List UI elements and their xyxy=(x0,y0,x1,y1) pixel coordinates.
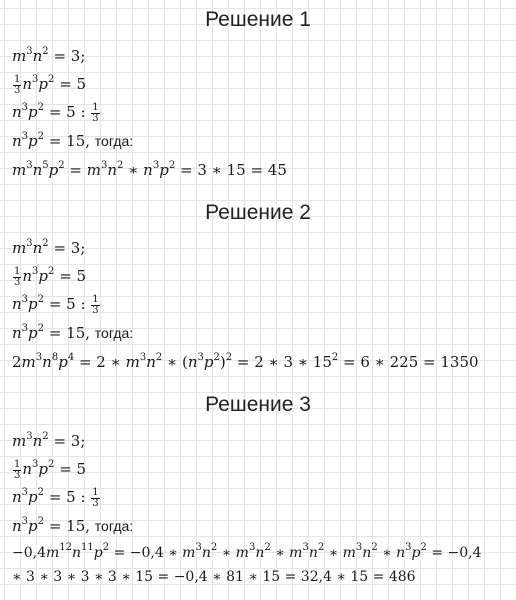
s1-fraction: $\frac{1}{3}$ xyxy=(14,73,21,96)
s1-result: $m^3n^5p^2 = m^3n^2$ ∗ $n^3p^2 = 3$ ∗ 15 = 45 xyxy=(12,160,287,179)
s3-given: $m^3n^2 = 3$; xyxy=(12,431,86,450)
solution-2-title: Решение 2 xyxy=(205,201,311,224)
s3-line3: $n^3p^2 = 5$ : $\frac{1}{3}$ xyxy=(12,486,99,509)
s1-then: тогда: xyxy=(94,133,134,149)
s3-then: тогда: xyxy=(94,518,134,534)
s1-line4: $n^3p^2 = 15$, тогда: xyxy=(12,131,134,150)
s3-fraction: $\frac{1}{3}$ xyxy=(14,458,21,481)
s3-result: $-0,4m^{12}n^{11}p^2 = -0,4$ ∗ $m^3n^2$ ∗ $m^3n^2$ ∗ $m^3n^2$ ∗ $m^3n^2$ ∗ $n^3p^2 = -0,4$ xyxy=(12,542,482,561)
s2-then: тогда: xyxy=(94,325,134,341)
s1-line3: $n^3p^2 = 5$ : $\frac{1}{3}$ xyxy=(12,101,99,124)
s3-line2: $\frac{1}{3}$ $n^3p^2 = 5$ xyxy=(14,458,87,481)
s2-line4: $n^3p^2 = 15$, тогда: xyxy=(12,323,134,342)
s1-line2: $\frac{1}{3}$ $n^3p^2 = 5$ xyxy=(14,73,87,96)
s3-line4: $n^3p^2 = 15$, тогда: xyxy=(12,516,134,535)
solution-1-title: Решение 1 xyxy=(205,8,311,31)
s3-result-continued: ∗ 3 ∗ 3 ∗ 3 ∗ 3 ∗ 15 = −0,4 ∗ 81 ∗ 15 = 32,4 ∗ 15 = 486 xyxy=(12,569,416,585)
solution-3-title: Решение 3 xyxy=(205,393,311,416)
s2-result: $2m^3n^8p^4 = 2$ ∗ $m^3n^2$ ∗ $(n^3p^2)^2 = 2$ ∗ 3 ∗ $15^2 = 6$ ∗ 225 = 1350 xyxy=(12,352,479,371)
s2-fraction: $\frac{1}{3}$ xyxy=(14,265,21,288)
s1-given: $m^3n^2 = 3$; xyxy=(12,46,86,65)
s2-line3: $n^3p^2 = 5$ : $\frac{1}{3}$ xyxy=(12,293,99,316)
s2-given: $m^3n^2 = 3$; xyxy=(12,238,86,257)
s2-line2: $\frac{1}{3}$ $n^3p^2 = 5$ xyxy=(14,265,87,288)
